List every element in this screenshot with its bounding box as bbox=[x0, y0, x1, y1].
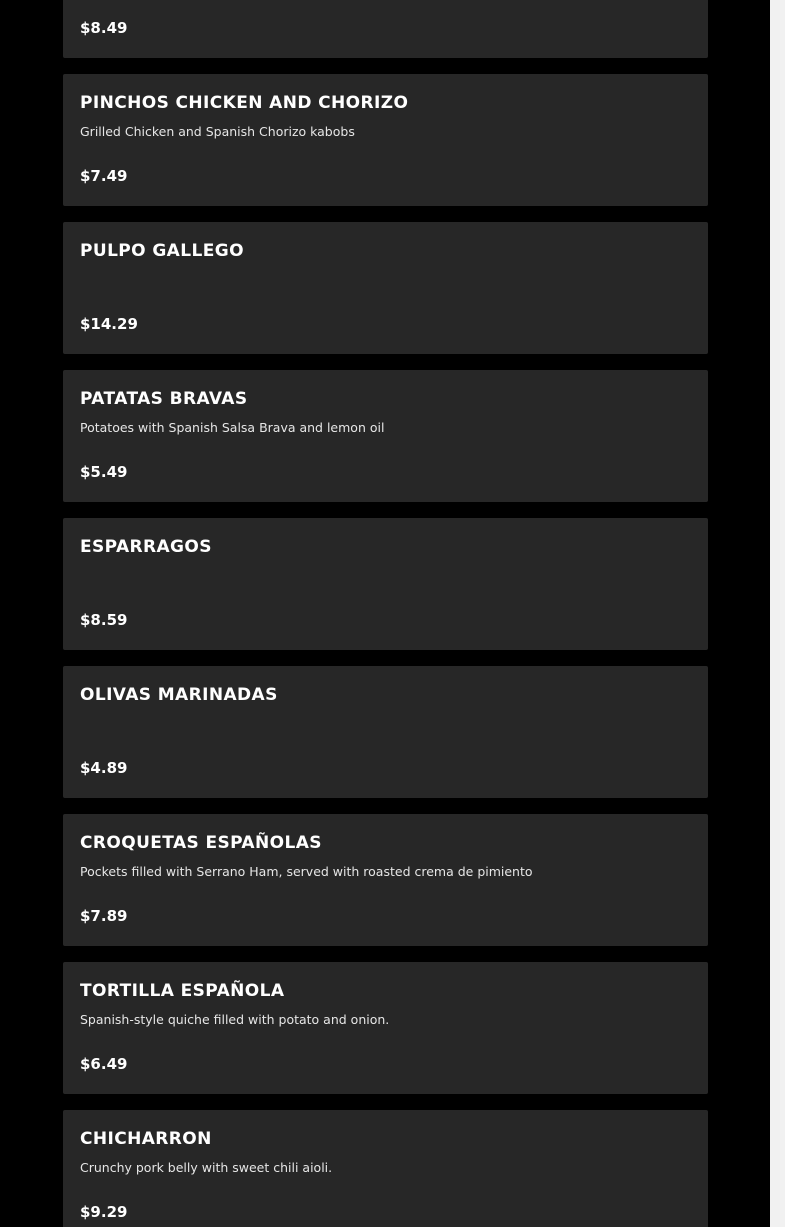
item-price: $5.49 bbox=[80, 463, 128, 481]
item-name: PINCHOS CHICKEN AND CHORIZO bbox=[80, 93, 409, 113]
item-price: $4.89 bbox=[80, 759, 128, 777]
item-description: Crunchy pork belly with sweet chili aioli. bbox=[80, 1160, 333, 1175]
menu-item[interactable] bbox=[63, 0, 708, 58]
menu-item[interactable] bbox=[63, 962, 708, 1094]
item-price: $6.49 bbox=[80, 1055, 128, 1073]
item-price: $7.49 bbox=[80, 167, 128, 185]
item-description: Grilled Chicken and Spanish Chorizo kabobs bbox=[80, 124, 355, 139]
menu-item[interactable] bbox=[63, 666, 708, 798]
item-price: $9.29 bbox=[80, 1203, 128, 1221]
item-price: $8.49 bbox=[80, 19, 128, 37]
item-description: Potatoes with Spanish Salsa Brava and lemon oil bbox=[80, 420, 385, 435]
item-name: CROQUETAS ESPAÑOLAS bbox=[80, 833, 322, 853]
item-name: PULPO GALLEGO bbox=[80, 241, 244, 261]
item-name: ESPARRAGOS bbox=[80, 537, 212, 557]
item-name: CHICHARRON bbox=[80, 1129, 212, 1149]
menu-item[interactable] bbox=[63, 222, 708, 354]
scrollbar-track[interactable] bbox=[770, 0, 785, 1227]
menu-item[interactable] bbox=[63, 370, 708, 502]
menu-item[interactable] bbox=[63, 518, 708, 650]
item-name: PATATAS BRAVAS bbox=[80, 389, 248, 409]
item-description: Spanish-style quiche filled with potato and onion. bbox=[80, 1012, 390, 1027]
item-name: OLIVAS MARINADAS bbox=[80, 685, 278, 705]
menu-item[interactable] bbox=[63, 74, 708, 206]
item-price: $8.59 bbox=[80, 611, 128, 629]
item-price: $7.89 bbox=[80, 907, 128, 925]
item-name: TORTILLA ESPAÑOLA bbox=[80, 981, 285, 1001]
menu-item[interactable] bbox=[63, 814, 708, 946]
item-price: $14.29 bbox=[80, 315, 138, 333]
menu-item[interactable] bbox=[63, 1110, 708, 1227]
item-description: Pockets filled with Serrano Ham, served with roasted crema de pimiento bbox=[80, 864, 533, 879]
menu-list bbox=[63, 0, 708, 1227]
